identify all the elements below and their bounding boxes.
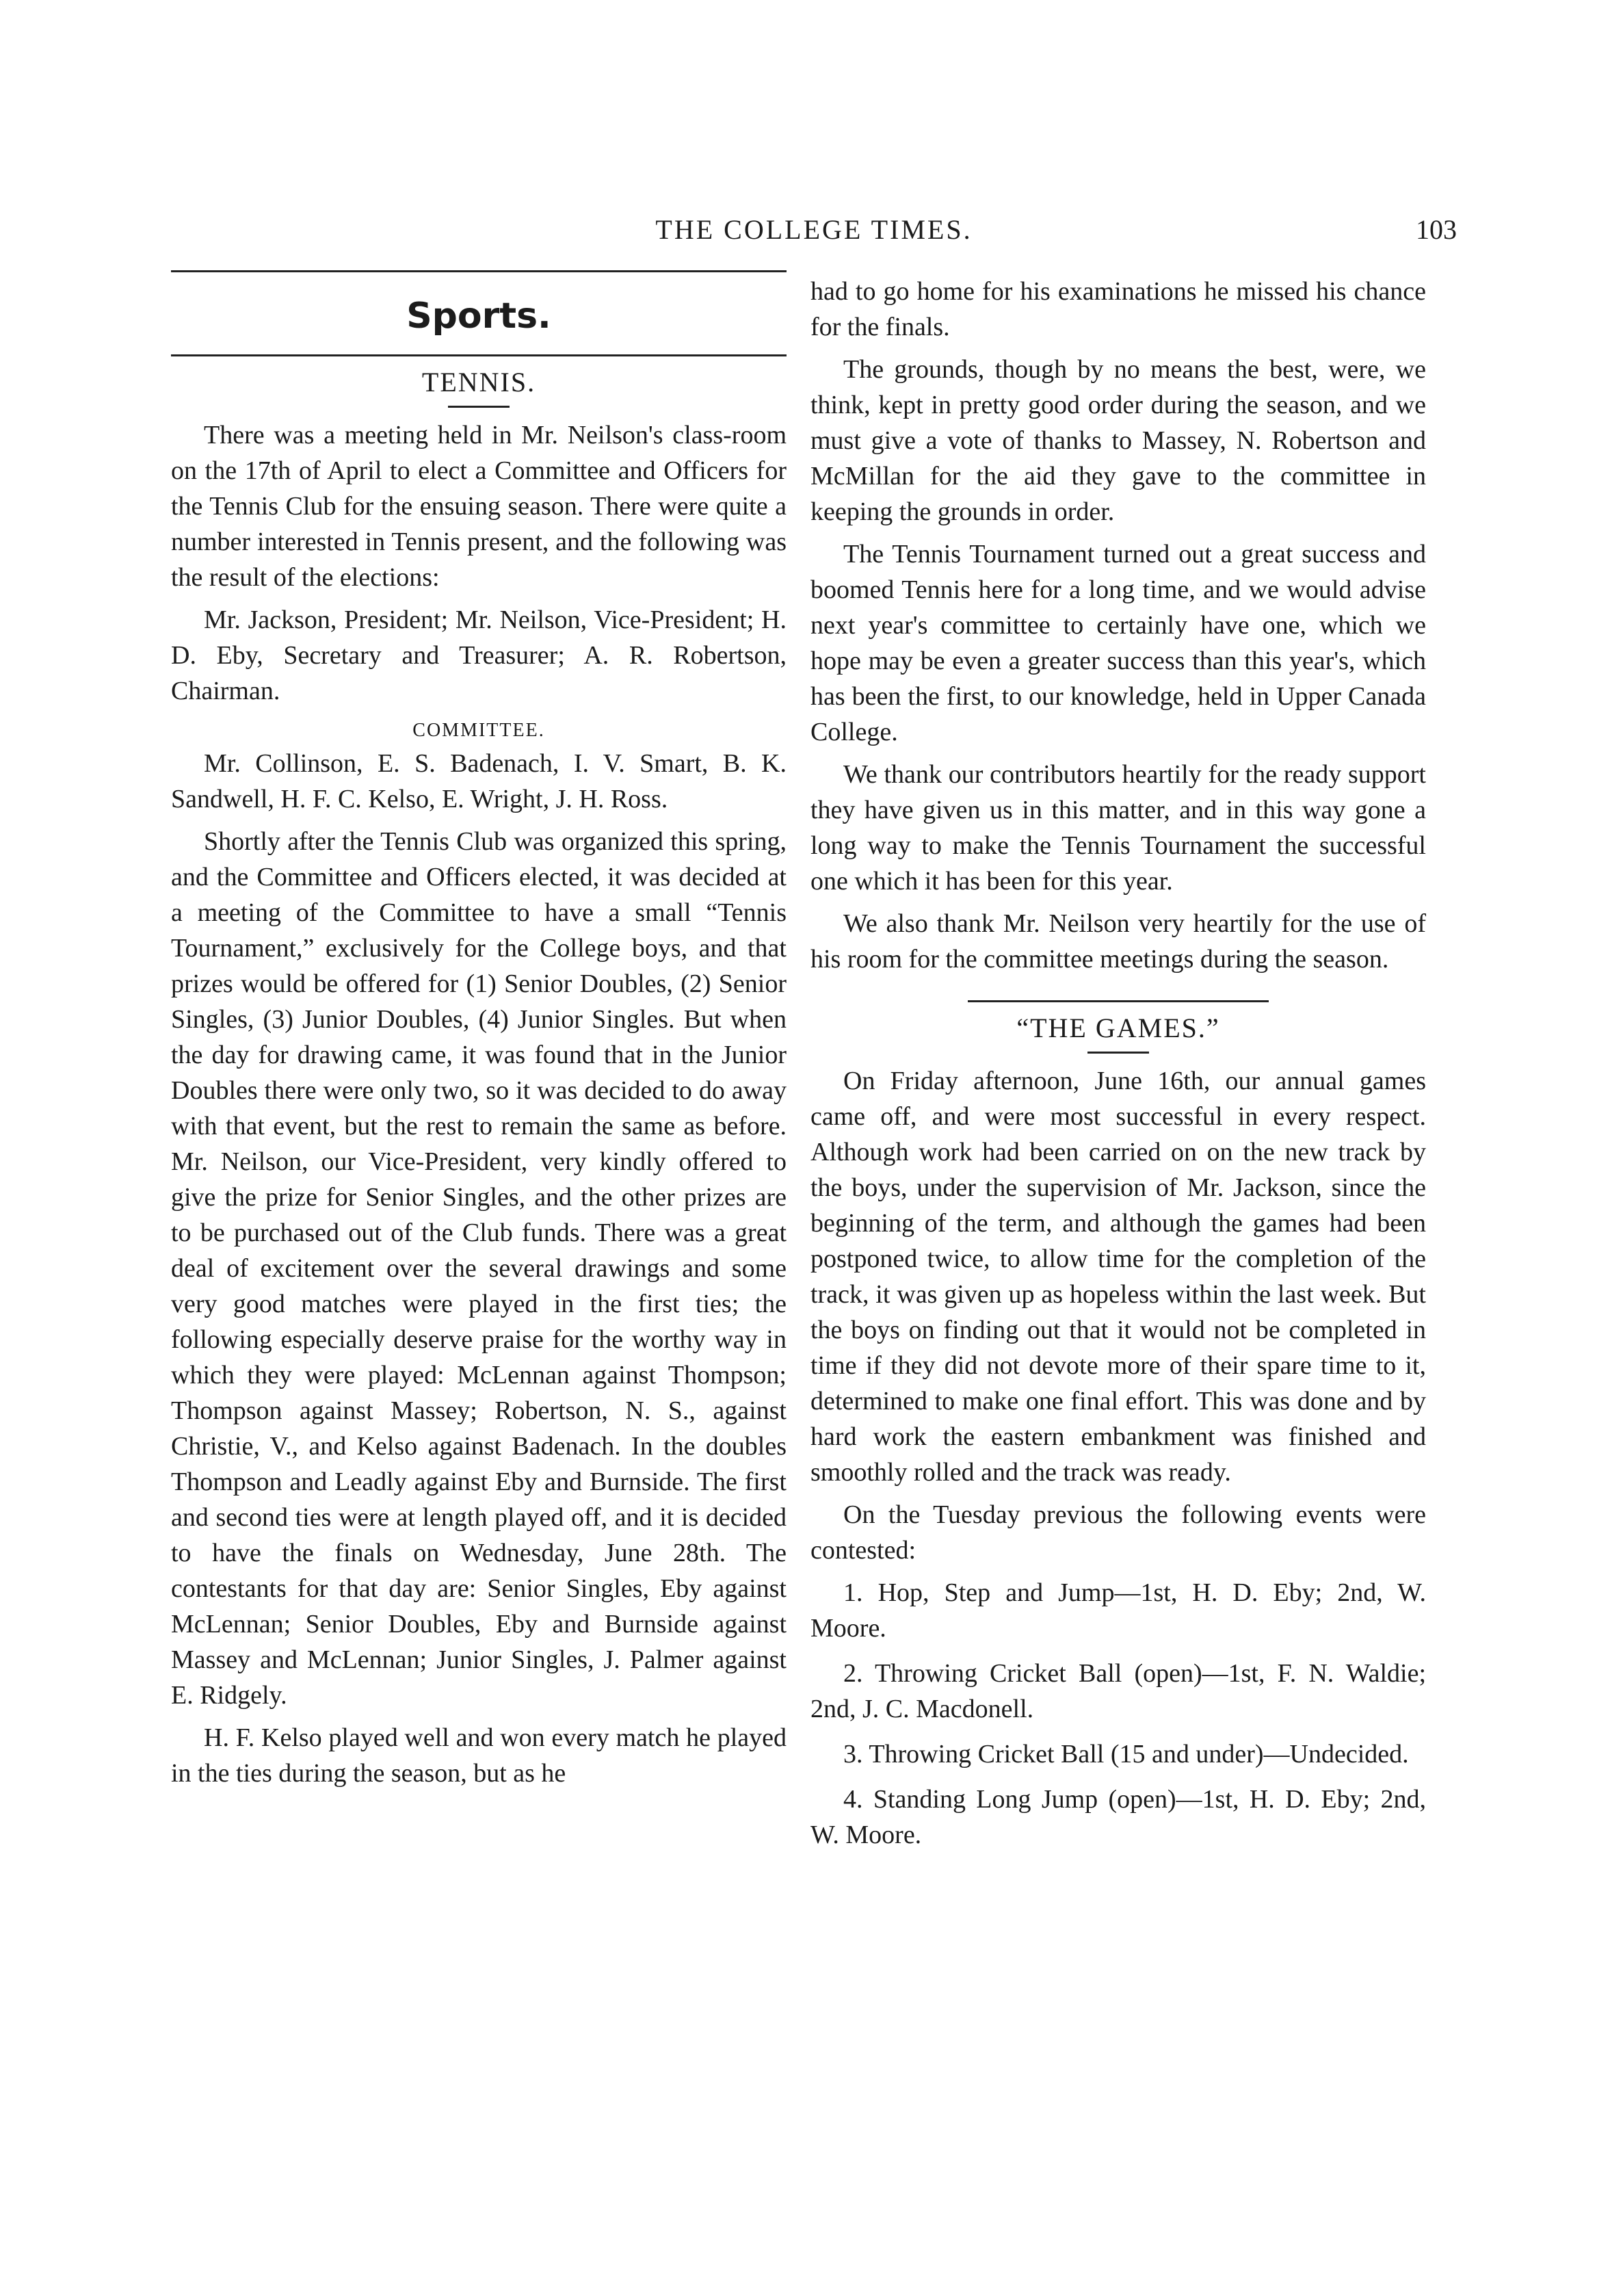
paragraph: We also thank Mr. Neilson very heartily for the use of his room for the committee meetings during the season. [810,909,1426,974]
section-title: Sports. [406,296,551,337]
paragraph: On Friday afternoon, June 16th, our annual games came off, and were most successful in every respect. Although work had been carried on on the new track by the boys, under the supervision of Mr. Jackson, since the beginning of the term, and although the games had been postponed twice, to allow time for the completion of the track, it was given up as hopeless within the last week. But the boys on finding out that it would not be completed in time if they did not devote more of their spare time to it, determined to make one final effort. This was done and by hard work the eastern embankment was finished and smoothly rolled and the track was ready. [810,1067,1426,1487]
running-title: THE COLLEGE TIMES. [655,214,973,245]
paragraph: We thank our contributors heartily for the ready support they have given us in this matter, and in this way gone a long way to make the Tennis Tournament the successful one which it has been for this year. [810,760,1426,896]
tennis-heading: TENNIS. [421,367,536,397]
event-item: 1. Hop, Step and Jump—1st, H. D. Eby; 2nd, W. Moore. [810,1578,1426,1643]
paragraph: Shortly after the Tennis Club was organized this spring, and the Committee and Officers elected, it was decided at a meeting of the Committee to have a small “Tennis Tournament,” exclusively for the College boys, and that prizes would be offered for (1) Senior Doubles, (2) Senior Singles, (3) Junior Doubles, (4) Junior Singles. But when the day for drawing came, it was found that in the Junior Doubles there were only two, so it was decided to do away with that event, but the rest to remain the same as before. Mr. Neilson, our Vice-President, very kindly offered to give the prize for Senior Singles, and the other prizes are to be purchased out of the Club funds. There was a great deal of excitement over the several drawings and some very good matches were played in the first ties; the following especially deserve praise for the worthy way in which they were played: McLennan against Thompson; Thompson against Massey; Robertson, N. S., against Christie, V., and Kelso against Badenach. In the doubles Thompson and Leadly against Eby and Burnside. The first and second ties were at length played off, and it is decided to have the finals on Wednesday, June 28th. The contestants for that day are: Senior Singles, Eby against McLennan; Senior Doubles, Eby and Burnside against Massey and McLennan; Junior Singles, J. Palmer against E. Ridgely. [171,827,787,1710]
games-top-rule [968,1000,1269,1002]
tennis-heading-rule [448,406,510,408]
event-item: 4. Standing Long Jump (open)—1st, H. D. Eby; 2nd, W. Moore. [810,1785,1426,1849]
paragraph: Mr. Collinson, E. S. Badenach, I. V. Smart, B. K. Sandwell, H. F. C. Kelso, E. Wright, J. H. Ross. [171,749,787,813]
event-item: 3. Throwing Cricket Ball (15 and under)—Undecided. [843,1740,1409,1769]
event-item: 2. Throwing Cricket Ball (open)—1st, F. N. Waldie; 2nd, J. C. Macdonell. [810,1659,1426,1723]
paragraph: H. F. Kelso played well and won every match he played in the ties during the season, but as he [171,1723,787,1788]
section-bottom-rule [171,354,787,356]
committee-heading: COMMITTEE. [412,720,545,741]
paragraph: had to go home for his examinations he missed his chance for the finals. [810,277,1426,341]
running-head [171,213,1457,248]
paragraph: On the Tuesday previous the following events were contested: [810,1500,1426,1565]
paragraph: The grounds, though by no means the best, were, we think, kept in pretty good order during the season, and we must give a vote of thanks to Massey, N. Robertson and McMillan for the aid they gave to the committee in keeping the grounds in order. [810,355,1426,526]
section-top-rule [171,270,787,272]
page-number: 103 [1416,214,1457,245]
paragraph: The Tennis Tournament turned out a great success and boomed Tennis here for a long time, and we would advise next year's committee to certainly have one, which we hope may be even a greater success than this year's, which has been the first, to our knowledge, held in Upper Canada College. [810,540,1426,746]
paragraph: There was a meeting held in Mr. Neilson's class-room on the 17th of April to elect a Committee and Officers for the Tennis Club for the ensuing season. There were quite a number interested in Tennis present, and the following was the result of the elections: [171,421,787,592]
paragraph: Mr. Jackson, President; Mr. Neilson, Vice-President; H. D. Eby, Secretary and Treasurer; A. R. Robertson, Chairman. [171,605,787,705]
right-column [810,274,1426,1862]
games-heading: “THE GAMES.” [1016,1013,1220,1043]
left-column [171,270,787,1798]
games-heading-rule [1087,1052,1149,1054]
